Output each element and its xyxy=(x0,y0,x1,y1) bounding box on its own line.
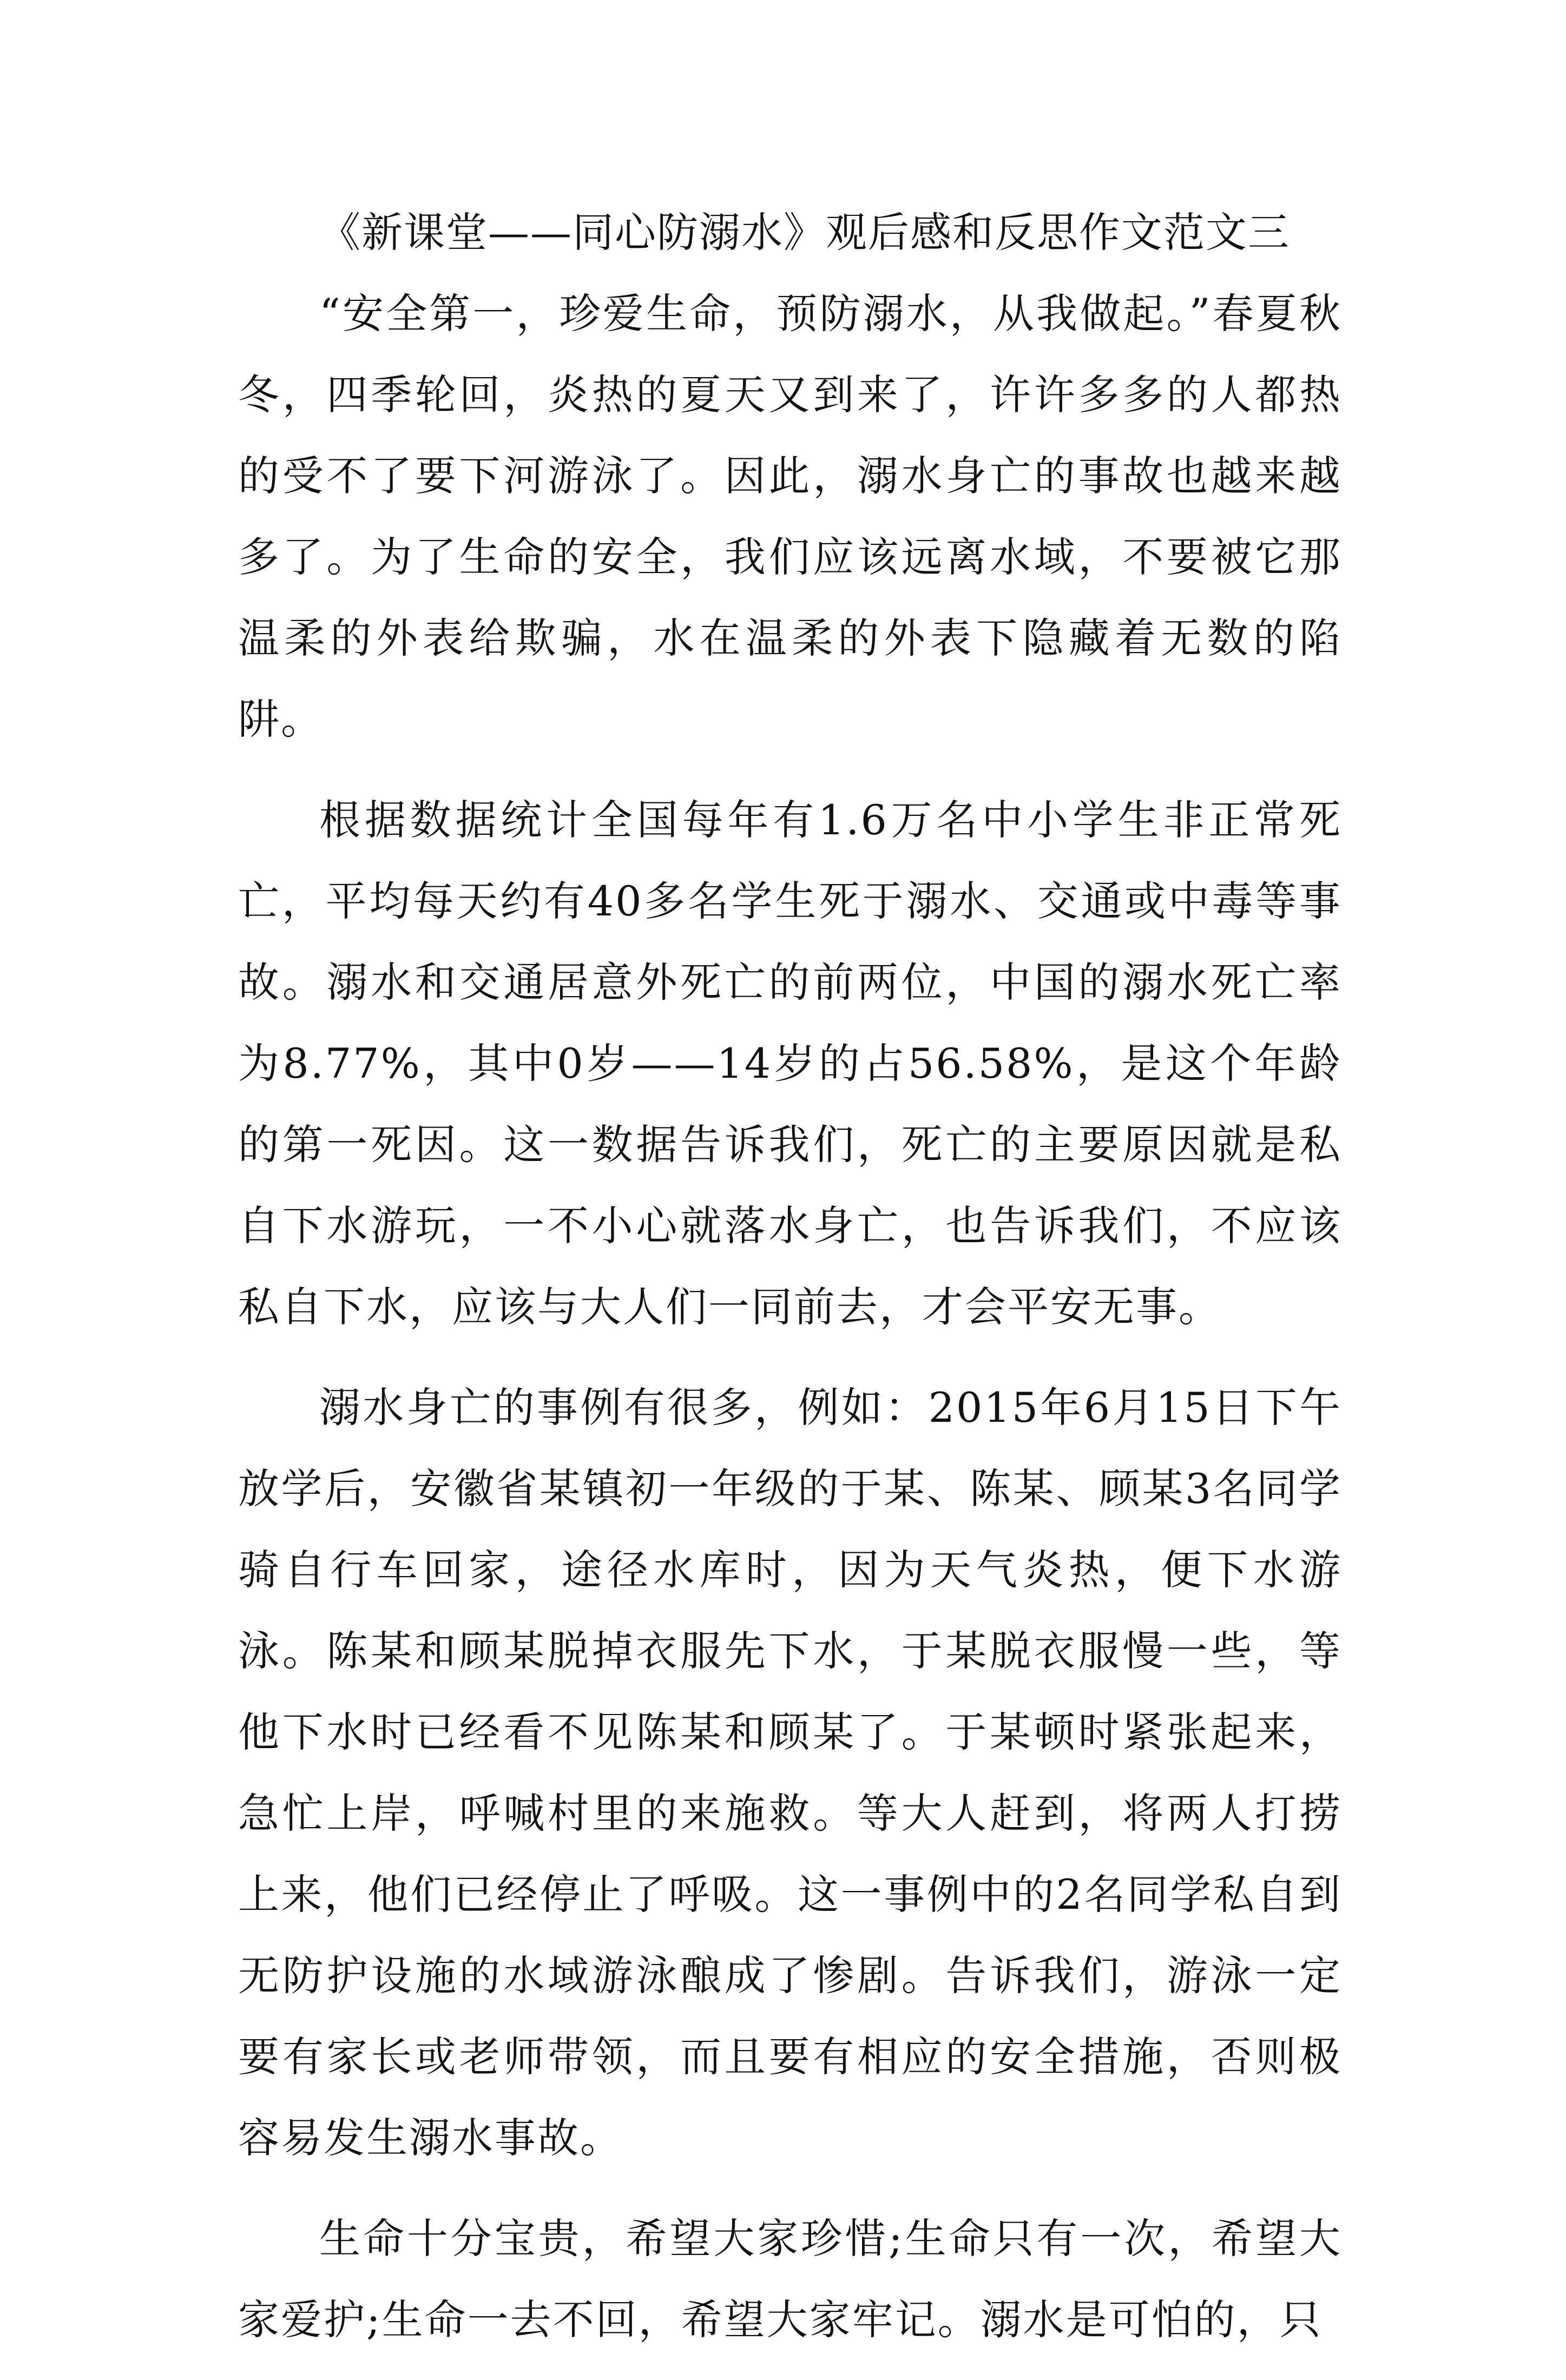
document-title: 《新课堂——同心防溺水》观后感和反思作文范文三 xyxy=(319,208,1290,256)
paragraph-1: “安全第一，珍爱生命，预防溺水，从我做起。”春夏秋冬，四季轮回，炎热的夏天又到来了，许许多多的人都热的受不了要下河游泳了。因此，溺水身亡的事故也越来越多了。为了生命的安全，我们应该远离水域，不要被它那温柔的外表给欺骗，水在温柔的外表下隐藏着无数的陷阱。 xyxy=(238,289,1342,743)
document-body xyxy=(238,192,1342,2380)
paragraph-4: 生命十分宝贵，希望大家珍惜;生命只有一次，希望大家爱护;生命一去不回，希望大家牢记。溺水是可怕的，只 xyxy=(238,2214,1342,2344)
paragraph-2: 根据数据统计全国每年有1.6万名中小学生非正常死亡，平均每天约有40多名学生死于溺水、交通或中毒等事故。溺水和交通居意外死亡的前两位，中国的溺水死亡率为8.77%，其中0岁——14岁的占56.58%，是这个年龄的第一死因。这一数据告诉我们，死亡的主要原因就是私自下水游玩，一不小心就落水身亡，也告诉我们，不应该私自下水，应该与大人们一同前去，才会平安无事。 xyxy=(238,796,1342,1331)
paragraph-3: 溺水身亡的事例有很多，例如：2015年6月15日下午放学后，安徽省某镇初一年级的于某、陈某、顾某3名同学骑自行车回家，途径水库时，因为天气炎热，便下水游泳。陈某和顾某脱掉衣服先下水，于某脱衣服慢一些，等他下水时已经看不见陈某和顾某了。于某顿时紧张起来，急忙上岸，呼喊村里的来施救。等大人赶到，将两人打捞上来，他们已经停止了呼吸。这一事例中的2名同学私自到无防护设施的水域游泳酿成了惨剧。告诉我们，游泳一定要有家长或老师带领，而且要有相应的安全措施，否则极容易发生溺水事故。 xyxy=(238,1383,1342,2162)
